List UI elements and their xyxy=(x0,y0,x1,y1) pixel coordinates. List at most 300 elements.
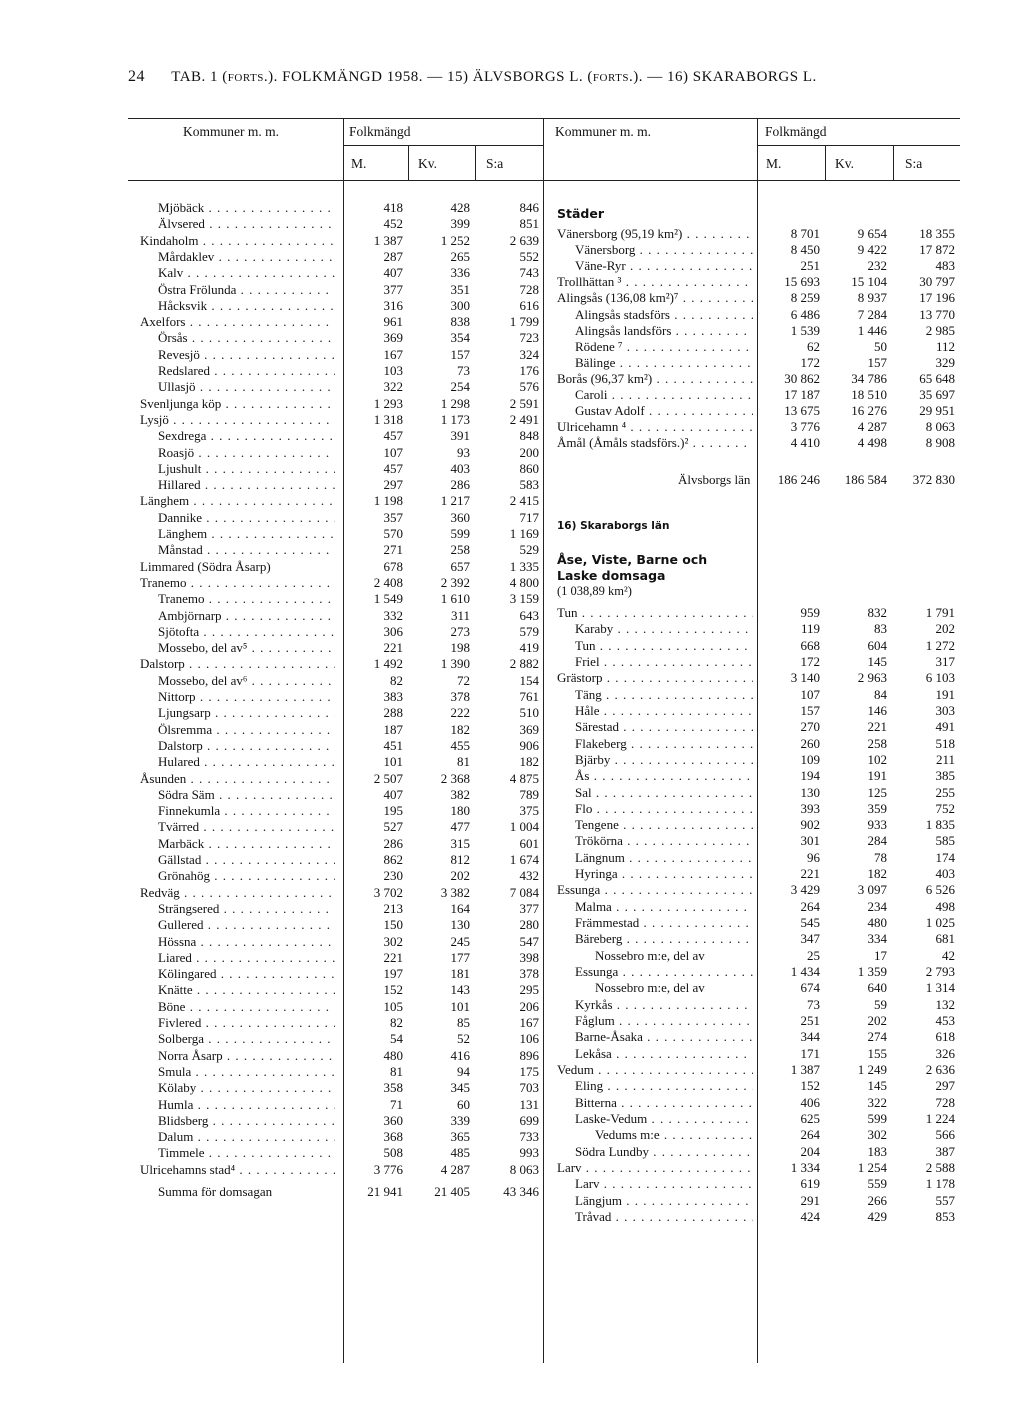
cell-sa: 1 178 xyxy=(925,1176,955,1192)
row-name: Redväg . . . xyxy=(140,885,335,900)
row-name: Tråvad . . . xyxy=(575,1209,753,1224)
cell-sa: 579 xyxy=(519,623,539,639)
row-name: Larv . . . xyxy=(575,1176,753,1191)
cell-m: 1 549 xyxy=(373,591,403,607)
table-row xyxy=(0,621,1024,636)
row-name: Kyrkås . . . xyxy=(575,997,753,1012)
table-row xyxy=(0,915,1024,933)
cell-sa: 896 xyxy=(519,1047,539,1063)
cell-kv: 8 937 xyxy=(857,290,887,306)
cell-kv: 258 xyxy=(450,542,470,558)
cell-m: 8 259 xyxy=(790,290,820,306)
row-name: Ambjörnarp . . . xyxy=(158,608,335,623)
cell-m: 619 xyxy=(800,1176,820,1192)
cell-kv: 273 xyxy=(450,623,470,639)
table-row xyxy=(0,1078,1024,1096)
row-name: Rödene ⁷ . . . xyxy=(575,339,753,354)
col-kommuner-left: Kommuner m. m. xyxy=(183,124,279,139)
table-row xyxy=(0,931,1024,946)
table-row xyxy=(0,274,1024,289)
cell-m: 322 xyxy=(383,379,403,395)
cell-m: 1 293 xyxy=(373,395,403,411)
row-name: Malma . . . xyxy=(575,899,753,914)
cell-kv: 399 xyxy=(450,216,470,232)
cell-m: 961 xyxy=(383,314,403,330)
cell-sa: 295 xyxy=(519,982,539,998)
cell-m: 2 408 xyxy=(373,574,403,590)
cell-m: 81 xyxy=(390,1063,403,1079)
cell-m: 508 xyxy=(383,1145,403,1161)
cell-m: 862 xyxy=(383,852,403,867)
cell-sa: 491 xyxy=(935,719,955,735)
row-name: Laske-Vedum . . . xyxy=(575,1111,753,1126)
cell-sa: 317 xyxy=(935,653,955,669)
cell-sa: 1 799 xyxy=(509,314,539,330)
cell-kv: 302 xyxy=(867,1127,887,1143)
cell-m: 82 xyxy=(390,1015,403,1030)
row-name: Tun . . . xyxy=(575,638,753,653)
table-row xyxy=(0,339,1024,354)
cell-kv: 336 xyxy=(450,265,470,281)
col-kv-left: Kv. xyxy=(418,156,437,171)
cell-sa: 6 526 xyxy=(925,882,955,898)
row-name: Ljushult . . . xyxy=(158,461,335,476)
table-row xyxy=(0,1062,1024,1077)
row-name: Lekåsa . . . xyxy=(575,1046,753,1061)
cell-kv: 485 xyxy=(450,1145,470,1161)
cell-kv: 455 xyxy=(450,737,470,753)
row-name: Längnum . . . xyxy=(575,850,753,865)
cell-sa: 1 169 xyxy=(509,526,539,541)
cell-sa: 518 xyxy=(935,735,955,751)
cell-sa: 1 314 xyxy=(925,980,955,996)
cell-sa: 398 xyxy=(519,949,539,965)
cell-sa: 717 xyxy=(519,509,539,525)
row-name: Alingsås stadsförs . . . xyxy=(575,307,753,322)
row-name: Finnekumla . . . xyxy=(158,803,335,818)
cell-m: 3 776 xyxy=(790,419,820,435)
cell-m: 109 xyxy=(800,751,820,767)
cell-m: 105 xyxy=(383,998,403,1014)
cell-sa: 6 103 xyxy=(925,670,955,686)
cell-m: 6 486 xyxy=(790,306,820,322)
cell-m: 8 701 xyxy=(790,226,820,241)
cell-sa: 132 xyxy=(935,996,955,1012)
cell-m: 316 xyxy=(383,297,403,313)
row-name: Limmared (Södra Åsarp) xyxy=(140,558,271,574)
cell-m: 96 xyxy=(807,849,820,865)
cell-m: 157 xyxy=(800,702,820,718)
cell-sa: 4 800 xyxy=(509,574,539,590)
cell-sa: 35 697 xyxy=(919,387,955,402)
cell-kv: 559 xyxy=(867,1176,887,1192)
cell-kv: 72 xyxy=(457,672,470,688)
cell-sa: 2 591 xyxy=(509,395,539,411)
col-rule-7 xyxy=(893,145,894,180)
cell-sa: 993 xyxy=(519,1145,539,1161)
table-row xyxy=(0,1046,1024,1061)
cell-kv: 258 xyxy=(867,735,887,751)
cell-m: 360 xyxy=(383,1112,403,1128)
cell-m: 418 xyxy=(383,200,403,215)
cell-sa: 8 063 xyxy=(925,419,955,435)
cell-m: 424 xyxy=(800,1208,820,1224)
table-row xyxy=(0,605,1024,620)
cell-m: 101 xyxy=(383,754,403,770)
cell-sa: 1 224 xyxy=(925,1110,955,1126)
cell-kv: 2 368 xyxy=(440,770,470,786)
cell-sa: 326 xyxy=(935,1045,955,1061)
row-name: Summa för domsagan xyxy=(158,1184,273,1199)
table-row xyxy=(0,768,1024,783)
row-name: Nittorp . . . xyxy=(158,689,335,704)
table-row xyxy=(0,997,1024,1012)
row-name: Bäreberg . . . xyxy=(575,931,753,946)
row-name: Väne-Ryr . . . xyxy=(575,258,753,273)
header-top-rule xyxy=(128,118,960,119)
cell-kv: 428 xyxy=(450,200,470,215)
row-name: Dannike . . . xyxy=(158,510,335,525)
cell-kv: 84 xyxy=(874,686,887,702)
cell-sa: 297 xyxy=(935,1078,955,1094)
cell-kv: 157 xyxy=(450,346,470,362)
cell-sa: 43 346 xyxy=(503,1184,539,1199)
row-name: Fåglum . . . xyxy=(575,1013,753,1028)
cell-m: 21 941 xyxy=(367,1184,403,1199)
cell-kv: 354 xyxy=(450,330,470,346)
header-bottom-rule xyxy=(128,180,960,181)
cell-sa: 2 491 xyxy=(509,411,539,427)
table-row xyxy=(0,1095,1024,1110)
cell-kv: 416 xyxy=(450,1047,470,1063)
cell-m: 152 xyxy=(800,1078,820,1094)
cell-kv: 657 xyxy=(450,558,470,574)
cell-m: 264 xyxy=(800,1127,820,1143)
cell-m: 1 492 xyxy=(373,656,403,672)
table-caption-b: FOLKMÄNGD 1958. — 15) ÄLVSBORGS L. (forts.). — 16) SKARABORGS L. xyxy=(282,69,817,85)
row-name: Bitterna . . . xyxy=(575,1095,753,1110)
cell-sa: 167 xyxy=(519,1015,539,1030)
cell-sa: 369 xyxy=(519,721,539,737)
section-stader: Städer xyxy=(557,206,605,221)
cell-sa: 851 xyxy=(519,216,539,232)
cell-kv: 177 xyxy=(450,949,470,965)
row-name: Liared . . . xyxy=(158,950,335,965)
row-name: Mossebo, del av⁶ . . . xyxy=(158,673,335,688)
row-name: Hillared . . . xyxy=(158,477,335,492)
cell-kv: 1 610 xyxy=(440,591,470,607)
cell-kv: 3 097 xyxy=(857,882,887,898)
table-row xyxy=(0,850,1024,865)
cell-m: 302 xyxy=(383,933,403,949)
table-row xyxy=(0,1013,1024,1028)
cell-kv: 391 xyxy=(450,428,470,444)
domsaga-area: (1 038,89 km²) xyxy=(557,584,632,598)
row-name: Länghem . . . xyxy=(158,526,335,541)
row-name: Bälinge . . . xyxy=(575,355,753,370)
cell-sa: 17 196 xyxy=(919,290,955,306)
cell-m: 457 xyxy=(383,428,403,444)
cell-sa: 2 882 xyxy=(509,656,539,672)
domsaga-title-2: Laske domsaga xyxy=(557,568,666,583)
cell-m: 54 xyxy=(390,1031,403,1047)
cell-kv: 15 104 xyxy=(851,274,887,290)
cell-m: 288 xyxy=(383,705,403,721)
row-name: Norra Åsarp . . . xyxy=(158,1048,335,1063)
cell-kv: 832 xyxy=(867,605,887,620)
row-name: Trollhättan ³ . . . xyxy=(557,274,753,289)
cell-kv: 477 xyxy=(450,819,470,835)
cell-kv: 1 390 xyxy=(440,656,470,672)
cell-m: 152 xyxy=(383,982,403,998)
cell-kv: 1 249 xyxy=(857,1061,887,1077)
cell-m: 358 xyxy=(383,1080,403,1096)
cell-sa: 18 355 xyxy=(919,226,955,241)
cell-kv: 315 xyxy=(450,835,470,851)
cell-m: 107 xyxy=(800,686,820,702)
cell-kv: 93 xyxy=(457,444,470,460)
col-folkmangd-right: Folkmängd xyxy=(765,124,827,139)
cell-m: 194 xyxy=(800,768,820,784)
row-name: Älvsered . . . xyxy=(158,216,335,231)
cell-kv: 429 xyxy=(867,1208,887,1224)
table-row xyxy=(0,403,1024,418)
row-name: Smula . . . xyxy=(158,1064,335,1079)
cell-sa: 728 xyxy=(935,1094,955,1110)
cell-sa: 681 xyxy=(935,931,955,947)
cell-kv: 222 xyxy=(450,705,470,721)
row-name: Åsunden . . . xyxy=(140,771,335,786)
cell-sa: 2 793 xyxy=(925,964,955,980)
cell-m: 251 xyxy=(800,258,820,274)
cell-m: 107 xyxy=(383,444,403,460)
cell-kv: 360 xyxy=(450,509,470,525)
cell-m: 270 xyxy=(800,719,820,735)
row-name: Ulricehamn ⁴ . . . xyxy=(557,419,753,434)
row-name: Grönahög . . . xyxy=(158,868,335,883)
cell-m: 1 334 xyxy=(790,1159,820,1175)
table-row xyxy=(0,226,1024,241)
table-row xyxy=(0,200,1024,215)
cell-sa: 30 797 xyxy=(919,274,955,290)
section-skaraborgs xyxy=(557,518,669,534)
cell-sa: 483 xyxy=(935,258,955,274)
row-name: Längjum . . . xyxy=(575,1193,753,1208)
cell-sa: 1 025 xyxy=(925,915,955,931)
cell-sa: 174 xyxy=(935,849,955,865)
cell-kv: 81 xyxy=(457,754,470,770)
cell-sa: 752 xyxy=(935,800,955,816)
cell-kv: 345 xyxy=(450,1080,470,1096)
cell-m: 1 318 xyxy=(373,411,403,427)
cell-kv: 60 xyxy=(457,1096,470,1112)
cell-kv: 351 xyxy=(450,281,470,297)
cell-kv: 2 392 xyxy=(440,574,470,590)
cell-m: 13 675 xyxy=(784,403,820,419)
cell-kv: 7 284 xyxy=(857,306,887,322)
row-name: Eling . . . xyxy=(575,1078,753,1093)
cell-sa: 112 xyxy=(935,338,955,354)
cell-kv: 311 xyxy=(450,607,470,623)
row-name: Timmele . . . xyxy=(158,1145,335,1160)
cell-m: 167 xyxy=(383,346,403,362)
cell-sa: 906 xyxy=(519,737,539,753)
row-name: Gustav Adolf . . . xyxy=(575,403,753,418)
cell-kv: 34 786 xyxy=(851,370,887,386)
cell-kv: 16 276 xyxy=(851,403,887,419)
cell-m: 82 xyxy=(390,672,403,688)
cell-kv: 182 xyxy=(867,866,887,882)
cell-kv: 812 xyxy=(450,852,470,867)
row-name: Tengene . . . xyxy=(575,817,753,832)
cell-kv: 221 xyxy=(867,719,887,735)
cell-kv: 191 xyxy=(867,768,887,784)
col-rule-3 xyxy=(475,145,476,180)
cell-m: 369 xyxy=(383,330,403,346)
row-name: Solberga . . . xyxy=(158,1031,335,1046)
cell-m: 393 xyxy=(800,800,820,816)
cell-sa: 703 xyxy=(519,1080,539,1096)
cell-kv: 245 xyxy=(450,933,470,949)
row-name: Tvärred . . . xyxy=(158,819,335,834)
cell-kv: 50 xyxy=(874,338,887,354)
cell-kv: 18 510 xyxy=(851,387,887,402)
row-name: Sjötofta . . . xyxy=(158,624,335,639)
domsaga-title-1: Åse, Viste, Barne och xyxy=(557,552,708,567)
cell-sa: 733 xyxy=(519,1129,539,1145)
cell-m: 545 xyxy=(800,915,820,931)
cell-sa: 202 xyxy=(935,621,955,637)
cell-sa: 2 636 xyxy=(925,1061,955,1077)
table-row xyxy=(0,510,1024,525)
cell-sa: 303 xyxy=(935,702,955,718)
table-row xyxy=(0,882,1024,897)
row-name: Ölsremma . . . xyxy=(158,722,335,737)
cell-sa: 4 875 xyxy=(509,770,539,786)
cell-m: 230 xyxy=(383,868,403,884)
cell-m: 332 xyxy=(383,607,403,623)
cell-sa: 2 639 xyxy=(509,232,539,248)
cell-m: 527 xyxy=(383,819,403,835)
row-name: Vedum . . . xyxy=(557,1062,753,1077)
table-row xyxy=(0,493,1024,508)
row-name: Redslared . . . xyxy=(158,363,335,378)
row-name: Vedums m:e . . . xyxy=(595,1127,753,1142)
cell-sa: 8 063 xyxy=(509,1161,539,1177)
col-folkmangd-left: Folkmängd xyxy=(349,124,411,139)
cell-sa: 42 xyxy=(942,947,955,963)
cell-m: 377 xyxy=(383,281,403,297)
cell-kv: 254 xyxy=(450,379,470,395)
cell-sa: 789 xyxy=(519,786,539,802)
cell-kv: 180 xyxy=(450,803,470,819)
table-row xyxy=(0,1176,1024,1191)
row-name: Tranemo . . . xyxy=(158,591,335,606)
row-name: Gullered . . . xyxy=(158,917,335,932)
row-name: Revesjö . . . xyxy=(158,347,335,362)
cell-kv: 2 963 xyxy=(857,670,887,686)
cell-kv: 339 xyxy=(450,1112,470,1128)
cell-m: 3 702 xyxy=(373,884,403,900)
cell-m: 197 xyxy=(383,966,403,982)
cell-sa: 1 835 xyxy=(925,817,955,833)
row-name: Dalstorp . . . xyxy=(140,656,335,671)
cell-kv: 78 xyxy=(874,849,887,865)
row-name: Tun . . . xyxy=(557,605,753,620)
row-name: Gällstad . . . xyxy=(158,852,335,867)
table-row xyxy=(0,307,1024,322)
cell-m: 251 xyxy=(800,1013,820,1028)
cell-m: 3 776 xyxy=(373,1161,403,1177)
row-name: Flakeberg . . . xyxy=(575,736,753,751)
row-name: Månstad . . . xyxy=(158,542,335,557)
row-name: Håle . . . xyxy=(575,703,753,718)
cell-sa: 547 xyxy=(519,933,539,949)
cell-sa: 280 xyxy=(519,917,539,933)
cell-kv: 266 xyxy=(867,1192,887,1208)
cell-kv: 1 173 xyxy=(440,411,470,427)
cell-kv: 1 254 xyxy=(857,1159,887,1175)
cell-m: 103 xyxy=(383,363,403,378)
cell-sa: 1 791 xyxy=(925,605,955,620)
table-row xyxy=(0,1144,1024,1159)
row-name: Sal . . . xyxy=(575,785,753,800)
table-row xyxy=(0,702,1024,721)
cell-m: 187 xyxy=(383,721,403,737)
cell-m: 668 xyxy=(800,637,820,653)
cell-m: 1 198 xyxy=(373,493,403,509)
cell-m: 959 xyxy=(800,605,820,620)
cell-kv: 933 xyxy=(867,817,887,833)
row-name: Tranemo . . . xyxy=(140,575,335,590)
cell-m: 17 187 xyxy=(784,387,820,402)
cell-sa: 618 xyxy=(935,1029,955,1045)
row-name: Dalum . . . xyxy=(158,1129,335,1144)
cell-sa: 191 xyxy=(935,686,955,702)
row-name: Mjöbäck . . . xyxy=(158,200,335,215)
cell-sa: 1 004 xyxy=(509,819,539,835)
cell-sa: 1 272 xyxy=(925,637,955,653)
row-name: Grästorp . . . xyxy=(557,670,753,685)
row-name: Håcksvik . . . xyxy=(158,298,335,313)
row-name: Kölingared . . . xyxy=(158,966,335,981)
cell-kv: 3 382 xyxy=(440,884,470,900)
row-name: Marbäck . . . xyxy=(158,836,335,851)
row-name: Nossebro m:e, del av xyxy=(595,980,705,996)
cell-m: 287 xyxy=(383,248,403,264)
cell-kv: 183 xyxy=(867,1143,887,1159)
cell-sa: 2 985 xyxy=(925,322,955,338)
cell-sa: 846 xyxy=(519,200,539,215)
table-row xyxy=(0,591,1024,606)
row-name: Humla . . . xyxy=(158,1097,335,1112)
cell-sa: 761 xyxy=(519,689,539,704)
table-row xyxy=(0,653,1024,672)
cell-m: 150 xyxy=(383,917,403,933)
table-row xyxy=(0,1111,1024,1126)
cell-sa: 385 xyxy=(935,768,955,784)
cell-m: 407 xyxy=(383,786,403,802)
cell-sa: 206 xyxy=(519,998,539,1014)
cell-sa: 182 xyxy=(519,754,539,770)
table-row xyxy=(0,323,1024,338)
row-name: Caroli . . . xyxy=(575,387,753,402)
cell-m: 172 xyxy=(800,653,820,669)
cell-kv: 94 xyxy=(457,1063,470,1079)
cell-sa: 377 xyxy=(519,900,539,916)
cell-m: 3 140 xyxy=(790,670,820,686)
cell-kv: 365 xyxy=(450,1129,470,1145)
